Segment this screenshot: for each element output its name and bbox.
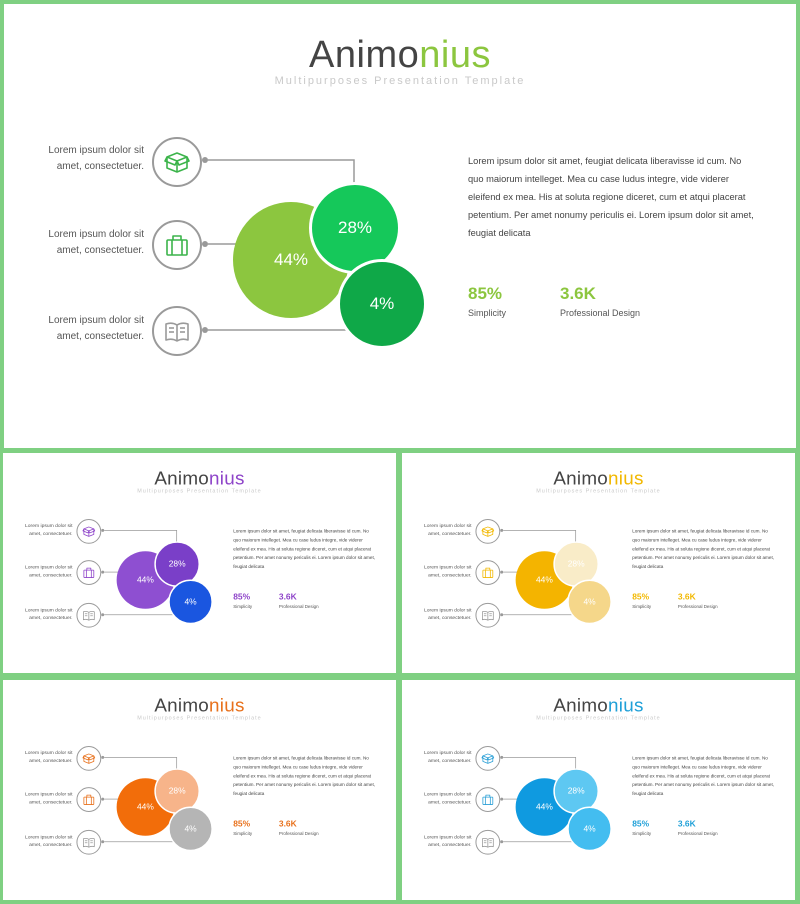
- bubble-4: 4%: [168, 580, 213, 625]
- connector-dot-2: [202, 241, 208, 247]
- slide-subtitle: Multipurposes Presentation Template: [137, 715, 262, 722]
- title-part-2: nius: [419, 34, 491, 76]
- bubble-28: 28%: [154, 768, 200, 814]
- book-icon: [76, 603, 101, 628]
- stat-value-design: 3.6K: [278, 591, 297, 602]
- body-text: Lorem ipsum dolor sit amet, feugiat delicata liberavisse id cum. No quo maiorum intelleget. Mea cu case ludus integre, vide viderer eleifend ex mea. His at soluta regione diceret, cum et atqui placerat petentium. Per amet nonumy periculis ei. Lorem ipsum dolor sit amet, feugiat delicata: [233, 755, 376, 797]
- bubble-44: 44%: [516, 778, 574, 836]
- body-text: Lorem ipsum dolor sit amet, feugiat delicata liberavisse id cum. No quo maiorum intelleget. Mea cu case ludus integre, vide viderer eleifend ex mea. His at soluta regione diceret, cum et atqui placerat petentium. Per amet nonumy periculis ei. Lorem ipsum dolor sit amet, feugiat delicata: [632, 755, 775, 797]
- connector-dot-2: [101, 798, 104, 801]
- stat-label-design: Professional Design: [677, 603, 718, 609]
- bubble-4: 4%: [168, 807, 213, 852]
- item-label-1: Lorem ipsum dolor sit amet, consectetuer.: [48, 145, 144, 172]
- title-part-1: Animo: [309, 34, 420, 76]
- bubble-4: 4%: [337, 259, 427, 349]
- connector-dot-2: [500, 798, 503, 801]
- bubble-28: 28%: [553, 768, 599, 814]
- stat-label-simplicity: Simplicity: [632, 830, 652, 836]
- bag-icon: [475, 560, 500, 585]
- book-icon: [152, 306, 202, 356]
- title-part-2: nius: [209, 467, 245, 489]
- connector-dot-3: [101, 840, 104, 843]
- item-label-3: Lorem ipsum dolor sit amet, consectetuer.: [48, 315, 144, 342]
- connector-dot-2: [500, 571, 503, 574]
- stat-value-simplicity: 85%: [468, 284, 503, 303]
- connector-dot-3: [101, 613, 104, 616]
- stat-value-simplicity: 85%: [233, 818, 251, 829]
- item-label-2: Lorem ipsum dolor sit amet, consectetuer.: [25, 791, 73, 806]
- item-label-2: Lorem ipsum dolor sit amet, consectetuer.: [25, 564, 73, 579]
- stat-value-design: 3.6K: [278, 818, 297, 829]
- slide-subtitle: Multipurposes Presentation Template: [274, 75, 526, 87]
- stat-value-design: 3.6K: [677, 591, 696, 602]
- bag-icon: [475, 787, 500, 812]
- title-part-1: Animo: [553, 467, 609, 489]
- bubble-44: 44%: [233, 202, 349, 318]
- title-part-2: nius: [608, 467, 644, 489]
- stat-label-simplicity: Simplicity: [233, 603, 253, 609]
- connector-dot-2: [101, 571, 104, 574]
- book-icon: [475, 830, 500, 855]
- item-label-3: Lorem ipsum dolor sit amet, consectetuer.: [424, 834, 472, 848]
- bubble-44: 44%: [117, 778, 175, 836]
- item-label-2: Lorem ipsum dolor sit amet, consectetuer.: [424, 564, 472, 579]
- bubble-28: 28%: [309, 182, 401, 274]
- item-label-1: Lorem ipsum dolor sit amet, consectetuer.: [424, 749, 472, 764]
- slide-subtitle: Multipurposes Presentation Template: [536, 715, 661, 722]
- stat-label-design: Professional Design: [677, 830, 718, 836]
- item-label-3: Lorem ipsum dolor sit amet, consectetuer.: [424, 607, 472, 621]
- connector-dot-3: [500, 613, 503, 616]
- item-label-3: Lorem ipsum dolor sit amet, consectetuer.: [25, 607, 73, 621]
- stat-label-design: Professional Design: [560, 308, 641, 318]
- bubble-4: 4%: [567, 807, 612, 852]
- connector-dot-1: [500, 756, 503, 759]
- stat-value-simplicity: 85%: [632, 591, 650, 602]
- connector-dot-1: [202, 157, 208, 163]
- slide-main: [4, 4, 796, 448]
- connector-dot-3: [500, 840, 503, 843]
- box-icon: [475, 519, 500, 544]
- slide-blue: [402, 680, 795, 900]
- bubble-44: 44%: [516, 551, 574, 609]
- body-text: Lorem ipsum dolor sit amet, feugiat delicata liberavisse id cum. No quo maiorum intelleget. Mea cu case ludus integre, vide viderer eleifend ex mea. His at soluta regione diceret, cum et atqui placerat petentium. Per amet nonumy periculis ei. Lorem ipsum dolor sit amet, feugiat delicata: [632, 528, 775, 570]
- box-icon: [76, 519, 101, 544]
- item-label-2: Lorem ipsum dolor sit amet, consectetuer.: [48, 229, 144, 256]
- box-icon: [76, 746, 101, 771]
- bubble-4: 4%: [567, 580, 612, 625]
- stat-label-simplicity: Simplicity: [233, 830, 253, 836]
- bag-icon: [152, 220, 202, 270]
- stat-value-design: 3.6K: [677, 818, 696, 829]
- title-part-2: nius: [608, 694, 644, 716]
- stat-value-simplicity: 85%: [233, 591, 251, 602]
- item-label-1: Lorem ipsum dolor sit amet, consectetuer.: [424, 522, 472, 537]
- book-icon: [76, 830, 101, 855]
- connector-dot-3: [202, 327, 208, 333]
- slide-orange: [3, 680, 396, 900]
- body-text: Lorem ipsum dolor sit amet, feugiat delicata liberavisse id cum. No quo maiorum intelleget. Mea cu case ludus integre, vide viderer eleifend ex mea. His at soluta regione diceret, cum et atqui placerat petentium. Per amet nonumy periculis ei. Lorem ipsum dolor sit amet, feugiat delicata: [233, 528, 376, 570]
- box-icon: [475, 746, 500, 771]
- slide-purple: [3, 453, 396, 673]
- slide-yellow: [402, 453, 795, 673]
- body-text: Lorem ipsum dolor sit amet, feugiat delicata liberavisse id cum. No quo maiorum intelleget. Mea cu case ludus integre, vide viderer eleifend ex mea. His at soluta regione diceret, cum et atqui placerat petentium. Per amet nonumy periculis ei. Lorem ipsum dolor sit amet, feugiat delicata: [468, 156, 754, 238]
- box-icon: [152, 137, 202, 187]
- title-part-1: Animo: [154, 694, 210, 716]
- item-label-3: Lorem ipsum dolor sit amet, consectetuer.: [25, 834, 73, 848]
- bag-icon: [76, 787, 101, 812]
- stat-label-simplicity: Simplicity: [632, 603, 652, 609]
- item-label-1: Lorem ipsum dolor sit amet, consectetuer.: [25, 749, 73, 764]
- bag-icon: [76, 560, 101, 585]
- title-part-2: nius: [209, 694, 245, 716]
- title-part-1: Animo: [154, 467, 210, 489]
- stat-value-design: 3.6K: [560, 284, 596, 303]
- item-label-1: Lorem ipsum dolor sit amet, consectetuer.: [25, 522, 73, 537]
- stat-label-design: Professional Design: [278, 603, 319, 609]
- connector-dot-1: [500, 529, 503, 532]
- stat-label-simplicity: Simplicity: [468, 308, 507, 318]
- title-part-1: Animo: [553, 694, 609, 716]
- slide-subtitle: Multipurposes Presentation Template: [137, 488, 262, 495]
- connector-dot-1: [101, 529, 104, 532]
- bubble-28: 28%: [553, 541, 599, 587]
- item-label-2: Lorem ipsum dolor sit amet, consectetuer.: [424, 791, 472, 806]
- stat-label-design: Professional Design: [278, 830, 319, 836]
- bubble-28: 28%: [154, 541, 200, 587]
- book-icon: [475, 603, 500, 628]
- stat-value-simplicity: 85%: [632, 818, 650, 829]
- bubble-44: 44%: [117, 551, 175, 609]
- slide-subtitle: Multipurposes Presentation Template: [536, 488, 661, 495]
- connector-dot-1: [101, 756, 104, 759]
